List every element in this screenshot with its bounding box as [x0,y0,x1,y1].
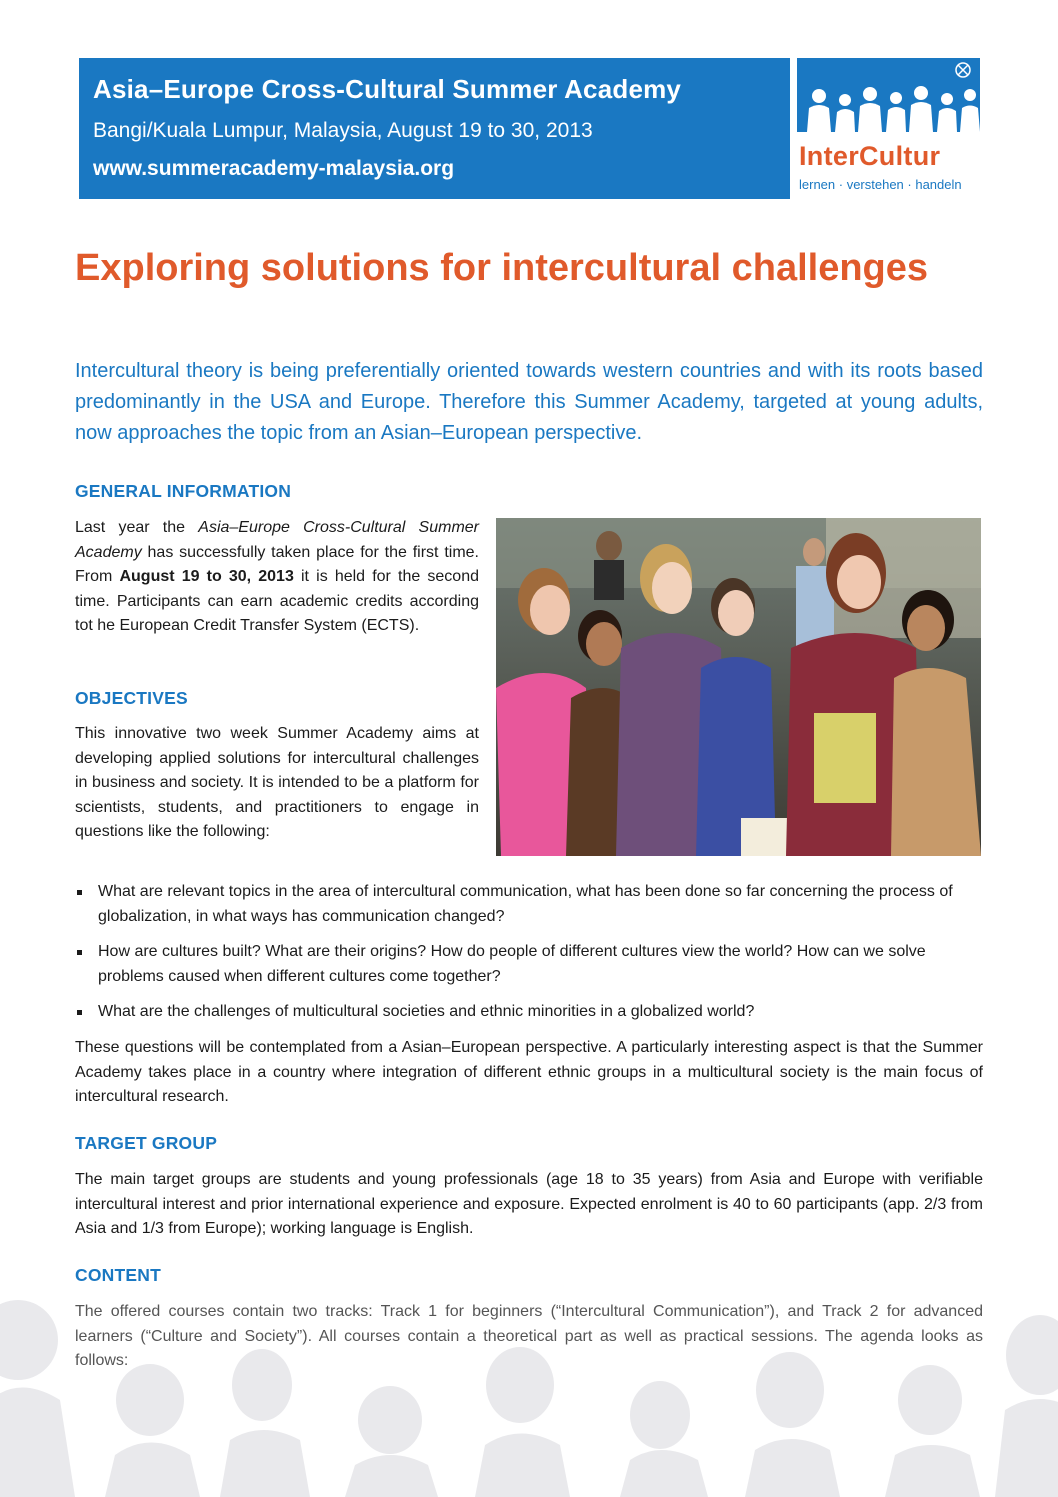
academy-location-dates: Bangi/Kuala Lumpur, Malaysia, August 19 to 30, 2013 [93,119,593,142]
logo-tagline: lernen · verstehen · handeln [799,177,962,192]
group-photo [496,518,981,856]
header-band [79,58,790,199]
logo-people-graphic [797,58,980,132]
list-item: How are cultures built? What are their origins? How do people of different cultures view the world? How can we solve problems caused when different cultures come together? [75,940,983,989]
dates-bold: August 19 to 30, 2013 [119,568,294,585]
academy-website-link[interactable]: www.summeracademy-malaysia.org [93,157,455,180]
list-item: What are relevant topics in the area of intercultural communication, what has been done so far concerning the process of globalization, in what ways has communication changed? [75,880,983,929]
academy-name-italic: Asia–Europe Cross-Cultural Summer Academy [75,519,480,561]
list-item: What are the challenges of multicultural societies and ethnic minorities in a globalized world? [75,1000,983,1025]
general-text-part: Last year the [75,519,186,536]
general-information-heading: GENERAL INFORMATION [75,481,292,501]
general-text-part: it is held for the second time. Participants can earn academic credits according tot he European Credit Transfer System (ECTS). [75,568,479,634]
general-information-text [75,516,479,639]
content-heading: CONTENT [75,1265,161,1285]
intercultur-logo [797,58,980,199]
intro-paragraph: Intercultural theory is being preferentially oriented towards western countries and with its roots based predominantly in the USA and Europe. Therefore this Summer Academy, targeted at young adults, now approaches the topic from an Asian–European perspective. [75,360,983,444]
content-text: The offered courses contain two tracks: Track 1 for beginners (“Intercultural Communication”), and Track 2 for advanced learners (“Culture and Society”). All courses contain a theoretical part as well as practical sessions. The agenda looks as follows: [75,1303,983,1369]
objectives-question-list [75,880,983,1036]
objectives-text: This innovative two week Summer Academy aims at developing applied solutions for intercultural challenges in business and society. It is intended to be a platform for scientists, students, and practitioners to engage in questions like the following: [75,725,479,840]
decorative-silhouette-footer [0,1290,1058,1497]
target-group-heading: TARGET GROUP [75,1133,218,1153]
academy-title: Asia–Europe Cross-Cultural Summer Academy [93,74,682,104]
objectives-closing-text: These questions will be contemplated from a Asian–European perspective. A particularly interesting aspect is that the Summer Academy takes place in a country where integration of different ethnic groups in a multicultural society is the main focus of intercultural research. [75,1039,983,1105]
target-group-text: The main target groups are students and young professionals (age 18 to 35 years) from Asia and Europe with verifiable intercultural interest and prior international experience and exposure. Expected enrolment is 40 to 60 participants (app. 2/3 from Asia and 1/3 from Europe); working language is English. [75,1171,983,1237]
objectives-heading: OBJECTIVES [75,688,188,708]
general-text-part: has successfully taken place for the first time. From [75,543,479,585]
logo-wordmark: InterCultur [799,141,941,171]
page-title: Exploring solutions for intercultural challenges [75,247,929,289]
